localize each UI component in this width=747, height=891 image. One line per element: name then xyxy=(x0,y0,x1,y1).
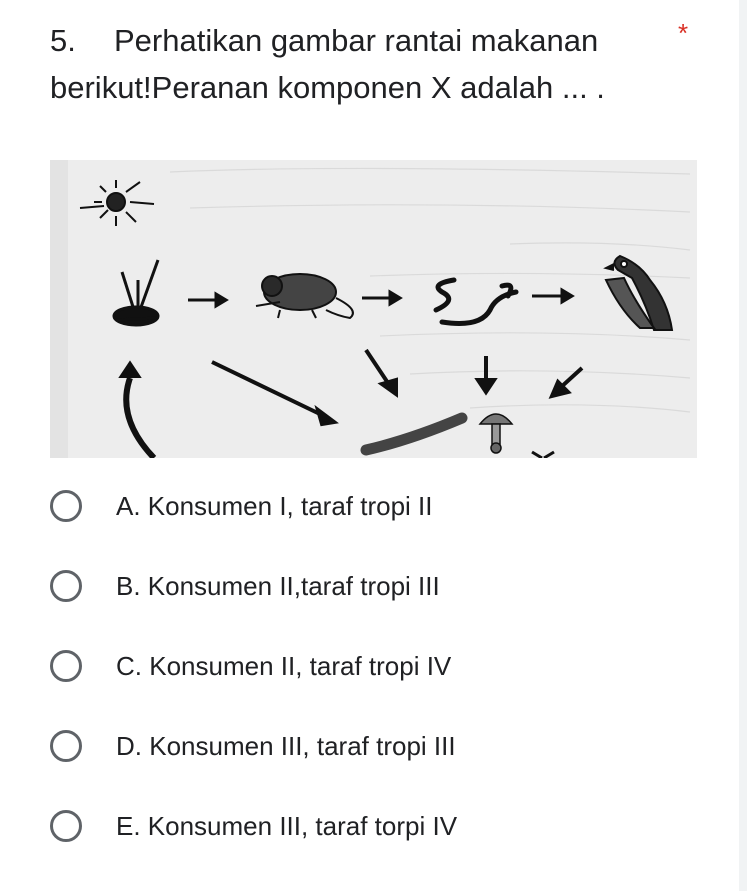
grass-icon xyxy=(114,260,158,325)
option-d[interactable] xyxy=(50,706,690,786)
option-e-label: E. Konsumen III, taraf torpi IV xyxy=(116,810,458,841)
worm-icon xyxy=(366,418,462,450)
option-b[interactable] xyxy=(50,546,690,626)
radio-button-b[interactable] xyxy=(50,570,82,602)
rat-icon xyxy=(256,274,353,318)
required-asterisk: * xyxy=(678,18,689,48)
option-c[interactable] xyxy=(50,626,690,706)
answer-options xyxy=(50,466,690,866)
snake-icon xyxy=(436,280,516,324)
eagle-icon xyxy=(606,256,672,330)
radio-button-e[interactable] xyxy=(50,810,82,842)
option-a-label: A. Konsumen I, taraf tropi II xyxy=(116,490,433,521)
question-number: 5. xyxy=(50,23,76,58)
option-c-label: C. Konsumen II, taraf tropi IV xyxy=(116,650,452,681)
option-a[interactable] xyxy=(50,466,690,546)
option-b-label: B. Konsumen II,taraf tropi III xyxy=(116,570,440,601)
option-d-label: D. Konsumen III, taraf tropi III xyxy=(116,730,456,761)
page-edge xyxy=(739,0,747,891)
sun-icon xyxy=(80,180,154,226)
question-line-1: Perhatikan gambar rantai makanan xyxy=(114,23,599,58)
radio-button-c[interactable] xyxy=(50,650,82,682)
question-line-2: berikut!Peranan komponen X adalah ... . xyxy=(50,70,605,105)
radio-button-a[interactable] xyxy=(50,490,82,522)
radio-button-d[interactable] xyxy=(50,730,82,762)
mushroom-icon xyxy=(480,414,512,453)
food-chain-image xyxy=(50,160,697,458)
option-e[interactable] xyxy=(50,786,690,866)
question-text xyxy=(50,17,660,111)
